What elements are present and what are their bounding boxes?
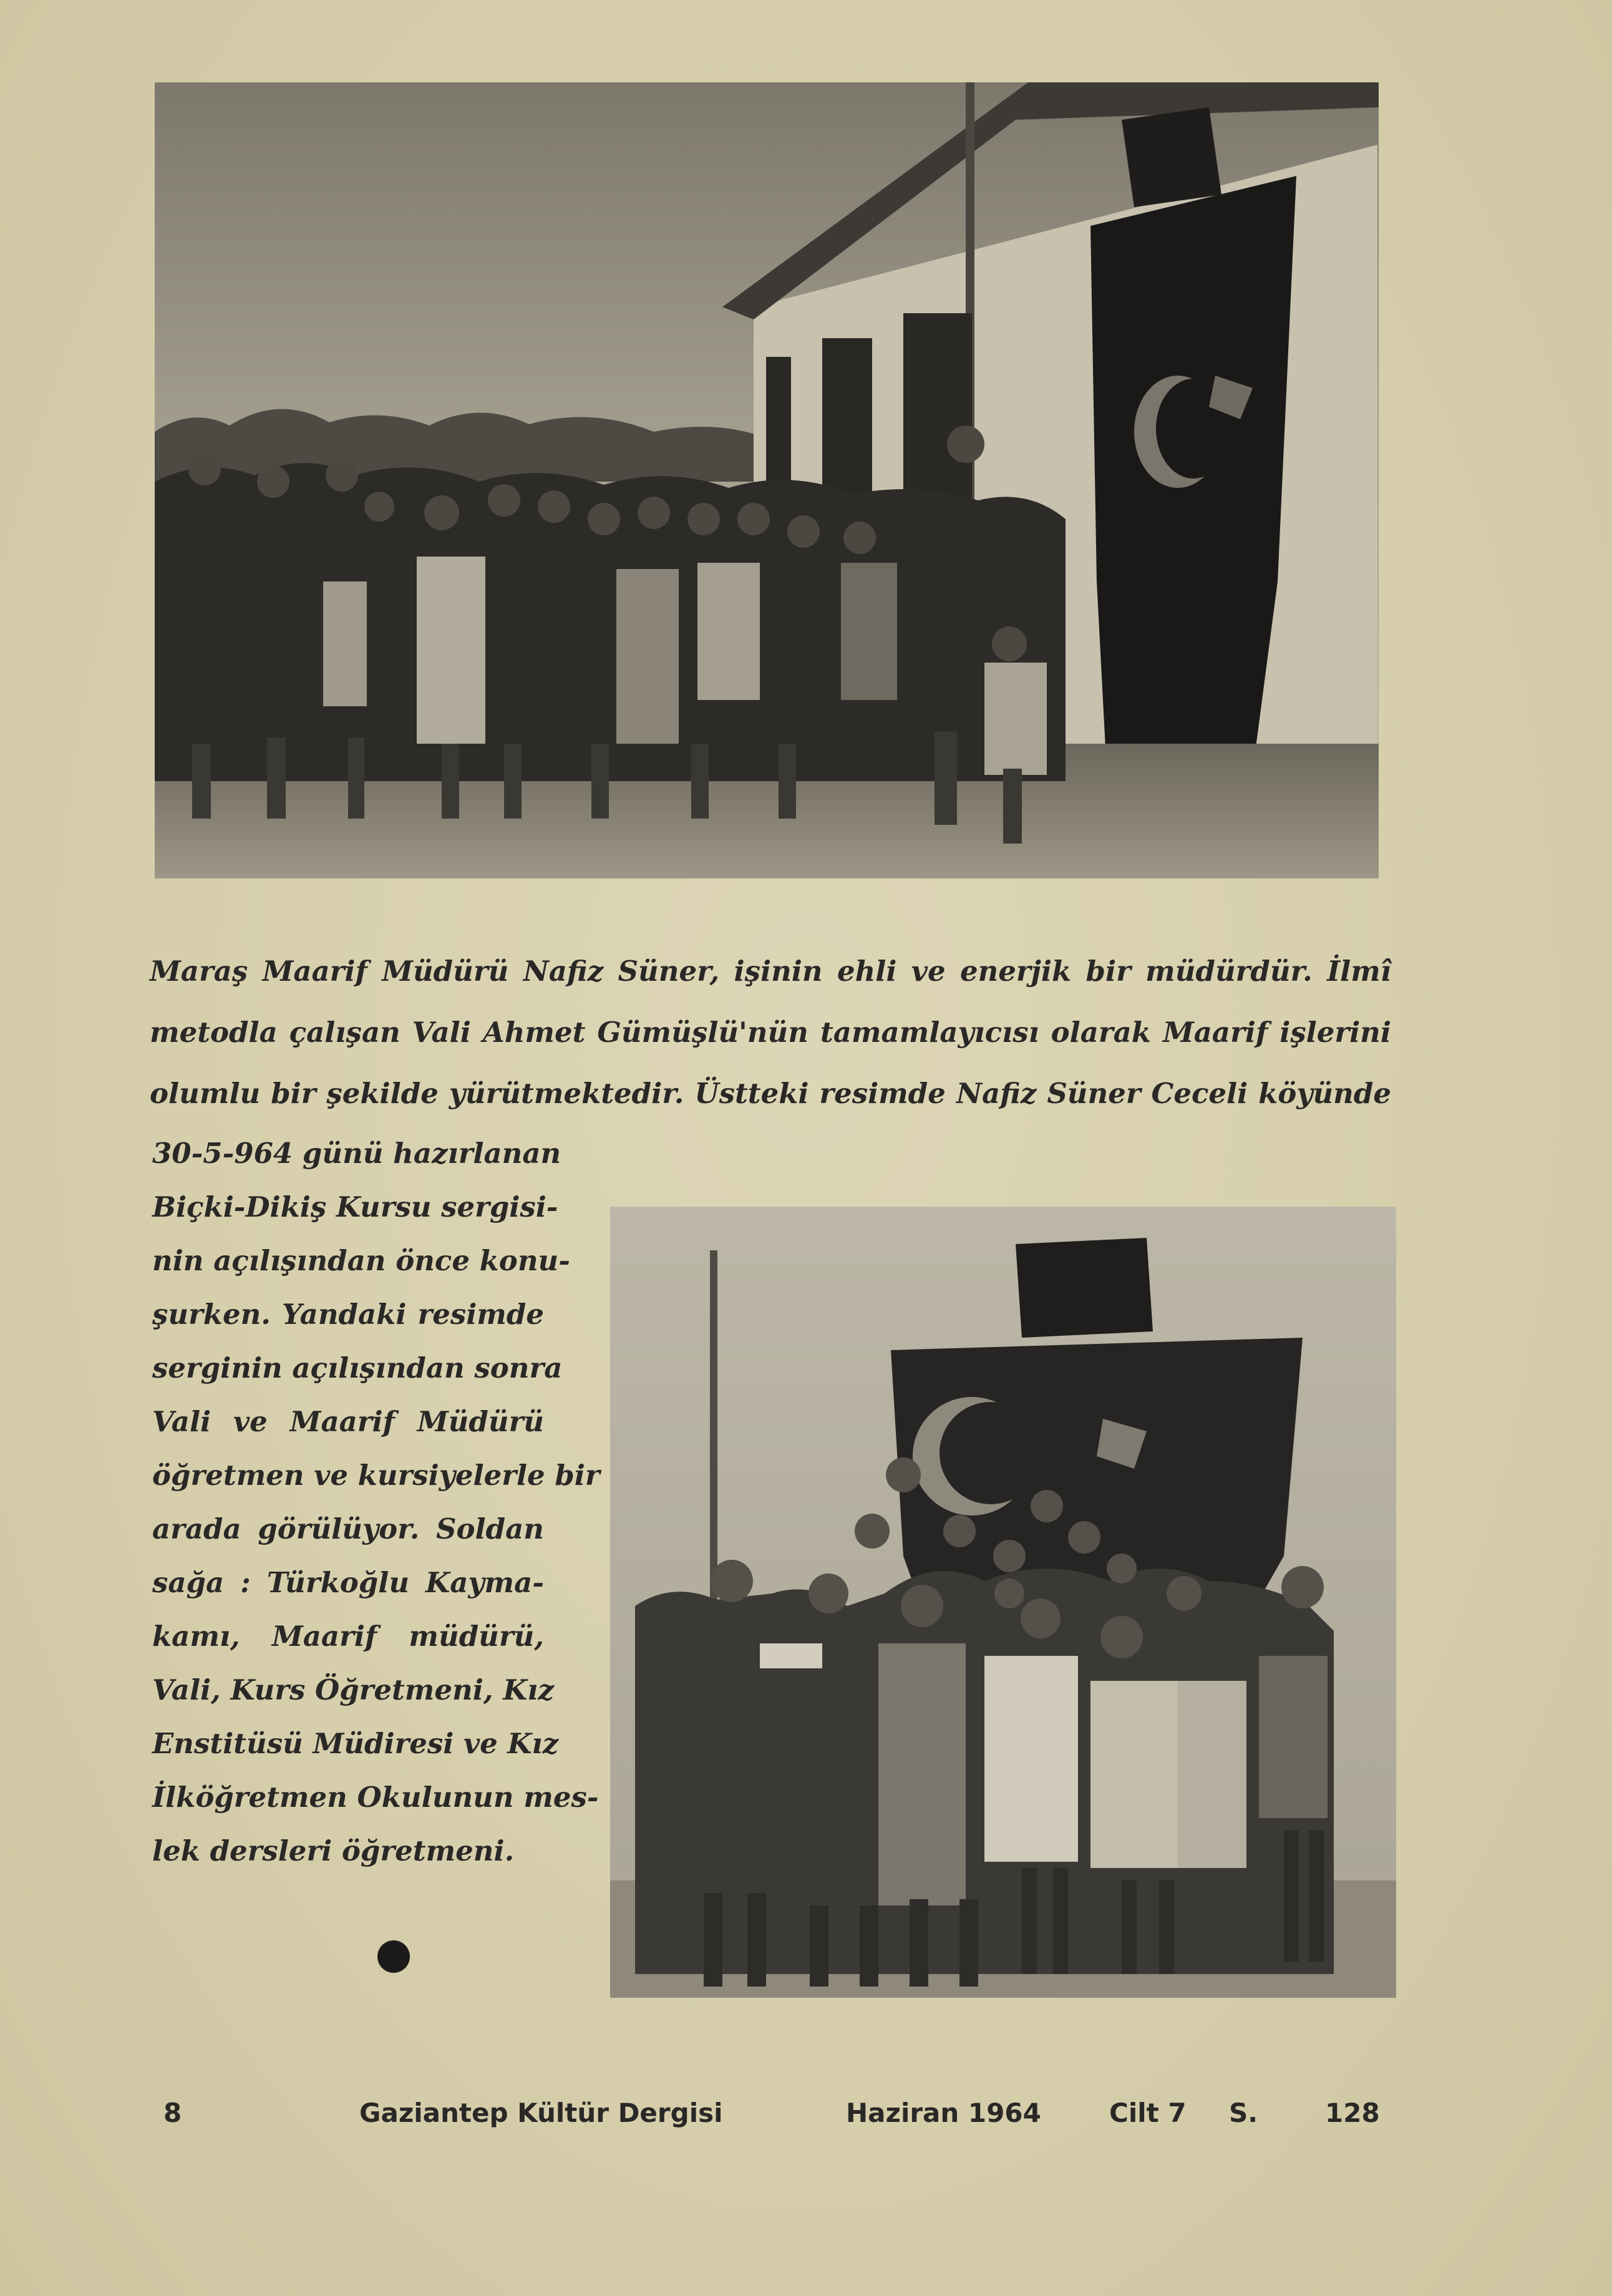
- photo-group-image: [610, 1207, 1396, 1998]
- caption-column-line-11: Vali, Kurs Öğretmeni, Kız: [152, 1673, 554, 1706]
- footer-issue-number: 128: [1325, 2098, 1380, 2128]
- caption-column-line-5: serginin açılışından sonra: [152, 1351, 563, 1384]
- footer-page-number: 8: [163, 2098, 182, 2128]
- caption-column-line-3: nin açılışından önce konu-: [152, 1244, 570, 1277]
- photo-crowd-image: [155, 82, 1379, 878]
- caption-column-line-2: Biçki-Dikiş Kursu sergisi-: [152, 1190, 558, 1223]
- caption-column-line-8: arada görülüyor. Soldan: [152, 1512, 544, 1545]
- decorative-bullet: [377, 1940, 410, 1973]
- footer-journal-name: Gaziantep Kültür Dergisi: [359, 2098, 723, 2128]
- caption-line-1: Maraş Maarif Müdürü Nafiz Süner, işinin ehli ve enerjik bir müdürdür. İlmî: [150, 955, 1391, 988]
- caption-column-line-9: sağa : Türkoğlu Kayma-: [152, 1566, 544, 1599]
- photo-crowd-at-building: [155, 82, 1379, 878]
- caption-column-line-4: şurken. Yandaki resimde: [152, 1298, 544, 1331]
- caption-column-line-6: Vali ve Maarif Müdürü: [152, 1405, 544, 1438]
- photo-group-portrait: [610, 1207, 1396, 1998]
- caption-column-line-7: öğretmen ve kursiyelerle bir: [152, 1459, 600, 1492]
- footer-volume: Cilt 7: [1109, 2098, 1187, 2128]
- caption-column-line-12: Enstitüsü Müdiresi ve Kız: [152, 1727, 559, 1760]
- caption-column-line-14: lek dersleri öğretmeni.: [152, 1834, 515, 1867]
- caption-column-line-10: kamı, Maarif müdürü,: [152, 1620, 544, 1653]
- caption-column-line-13: İlköğretmen Okulunun mes-: [152, 1781, 599, 1814]
- footer-date: Haziran 1964: [846, 2098, 1041, 2128]
- caption-column-line-1: 30-5-964 günü hazırlanan: [152, 1137, 561, 1170]
- footer-issue-label: S.: [1229, 2098, 1258, 2128]
- caption-line-2: metodla çalışan Vali Ahmet Gümüşlü'nün tamamlayıcısı olarak Maarif işlerini: [150, 1016, 1391, 1049]
- caption-line-3: olumlu bir şekilde yürütmektedir. Üstteki resimde Nafiz Süner Ceceli köyünde: [150, 1077, 1391, 1110]
